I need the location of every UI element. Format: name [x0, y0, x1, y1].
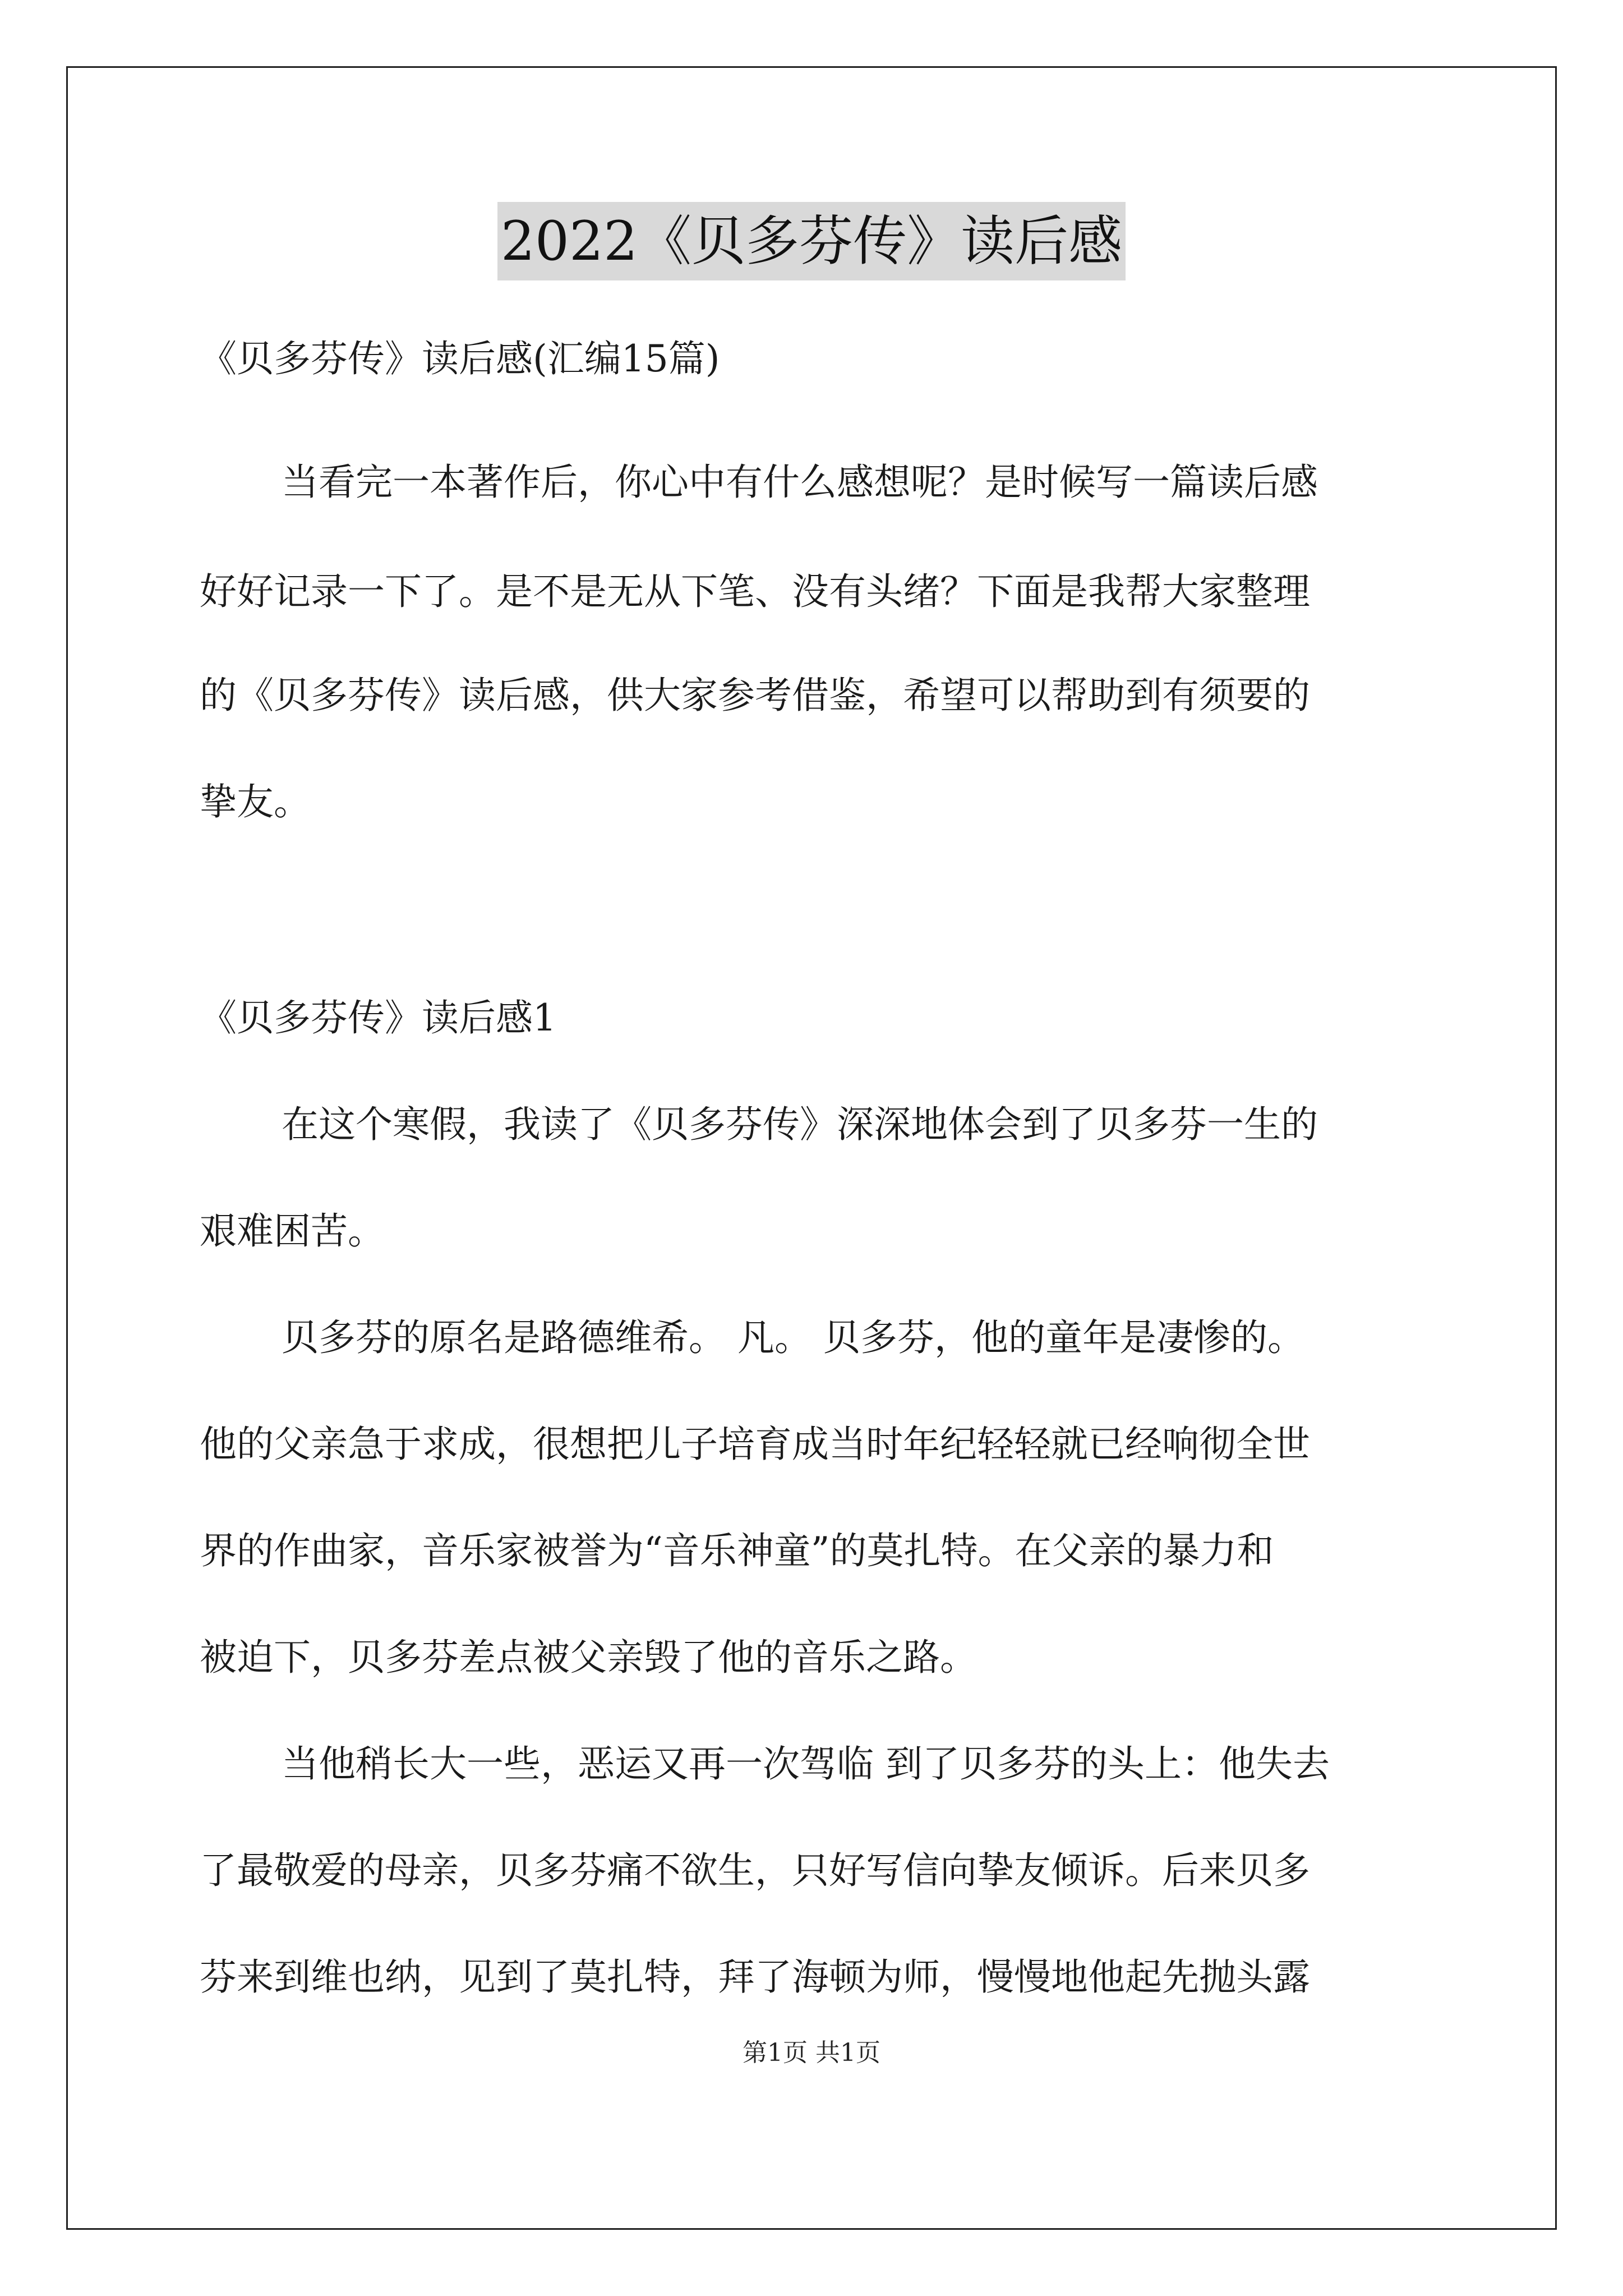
paragraph-line: 芬来到维也纳，见到了莫扎特，拜了海顿为师，慢慢地他起先抛头露 [200, 1955, 1310, 1999]
paragraph-line: 在这个寒假，我读了《贝多芬传》深深地体会到了贝多芬一生的 [282, 1103, 1318, 1146]
paragraph-line: 了最敬爱的母亲，贝多芬痛不欲生，只好写信向挚友倾诉。后来贝多 [200, 1849, 1310, 1892]
paragraph-line: 当看完一本著作后，你心中有什么感想呢？是时候写一篇读后感 [282, 461, 1318, 504]
paragraph-line: 被迫下，贝多芬差点被父亲毁了他的音乐之路。 [200, 1636, 977, 1679]
document-title: 2022《贝多芬传》读后感 [497, 202, 1126, 280]
paragraph-line: 好好记录一下了。是不是无从下笔、没有头绪？下面是我帮大家整理 [200, 570, 1310, 613]
paragraph-line: 当他稍长大一些，恶运又再一次驾临 到了贝多芬的头上：他失去 [282, 1742, 1330, 1786]
section-heading: 《贝多芬传》读后感1 [200, 996, 556, 1039]
document-subtitle: 《贝多芬传》读后感(汇编15篇) [200, 337, 720, 380]
paragraph-line: 艰难困苦。 [200, 1209, 385, 1253]
page-number-footer: 第1页 共1页 [743, 2039, 880, 2067]
paragraph-line: 挚友。 [200, 780, 311, 823]
paragraph-line: 界的作曲家，音乐家被誉为“音乐神童”的莫扎特。在父亲的暴力和 [200, 1529, 1274, 1572]
title-container [0, 202, 1623, 280]
paragraph-line: 他的父亲急于求成，很想把儿子培育成当时年纪轻轻就已经响彻全世 [200, 1423, 1310, 1466]
paragraph-line: 贝多芬的原名是路德维希。 凡。 贝多芬，他的童年是凄惨的。 [282, 1316, 1304, 1359]
paragraph-line: 的《贝多芬传》读后感，供大家参考借鉴，希望可以帮助到有须要的 [200, 674, 1310, 717]
